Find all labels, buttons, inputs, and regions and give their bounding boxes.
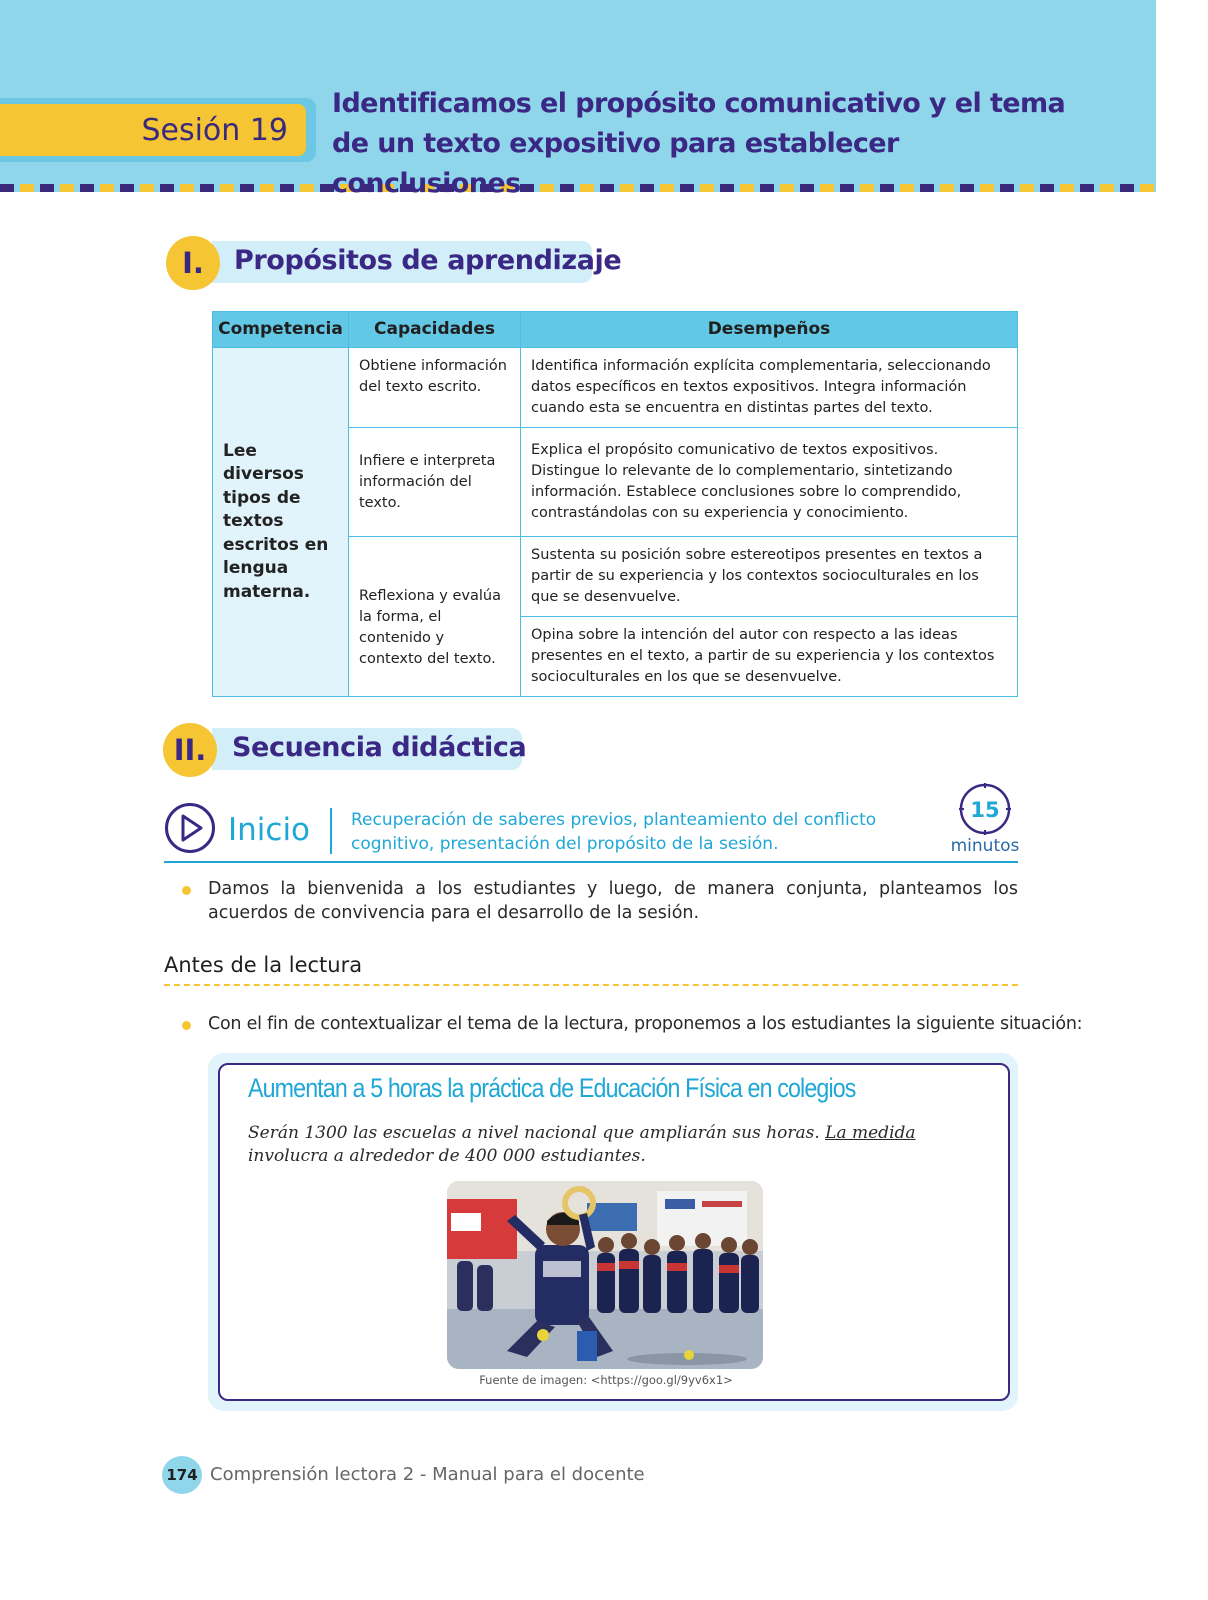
- capacidad-cell: Reflexiona y evalúa la forma, el contenido y contexto del texto.: [349, 537, 521, 697]
- news-headline: Aumentan a 5 horas la práctica de Educación Física en colegios: [248, 1073, 856, 1103]
- page-title: Identificamos el propósito comunicativo y el tema de un texto expositivo para establecer conclusiones: [332, 88, 1066, 199]
- desempeno-cell: Identifica información explícita complementaria, seleccionando datos específicos en textos expositivos. Integra información cuando esta se encuentra en distintas partes del texto.: [521, 348, 1018, 428]
- header-desempenos: Desempeños: [521, 312, 1018, 348]
- header-capacidades: Capacidades: [349, 312, 521, 348]
- section-1-numeral: I.: [166, 236, 220, 290]
- section-2-title: Secuencia didáctica: [232, 732, 527, 763]
- inicio-separator: [330, 808, 332, 854]
- table-row: [213, 348, 1018, 428]
- antes-heading: Antes de la lectura: [164, 953, 363, 977]
- timer-minutes: 15: [970, 798, 1000, 822]
- news-lead: [248, 1122, 968, 1168]
- bullet-dot: [182, 1021, 191, 1030]
- desempeno-cell: Sustenta su posición sobre estereotipos presentes en textos a partir de su experiencia y los contextos socioculturales en los que se desenvuelve.: [521, 537, 1018, 617]
- timer-unit: minutos: [950, 836, 1020, 856]
- competencia-cell: Lee diversos tipos de textos escritos en lengua materna.: [213, 348, 349, 697]
- desempeno-cell: Opina sobre la intención del autor con respecto a las ideas presentes en el texto, a partir de su experiencia y los contextos socioculturales en los que se desenvuelve.: [521, 617, 1018, 697]
- session-tab: [0, 104, 306, 156]
- inicio-description: Recuperación de saberes previos, planteamiento del conflicto cognitivo, presentación del propósito de la sesión.: [351, 810, 877, 854]
- capacidad-cell: Obtiene información del texto escrito.: [349, 348, 521, 428]
- competencies-table: [212, 311, 1018, 697]
- capacidad-cell: Infiere e interpreta información del texto.: [349, 428, 521, 537]
- bullet-dot: [182, 886, 191, 895]
- inicio-label: Inicio: [228, 812, 311, 848]
- photo-source: Fuente de imagen: <https://goo.gl/9yv6x1>: [479, 1373, 733, 1387]
- inicio-rule: [164, 861, 1018, 863]
- play-icon: [164, 802, 216, 854]
- page-number: 174: [162, 1456, 202, 1494]
- paragraph-welcome: Damos la bienvenida a los estudiantes y luego, de manera conjunta, planteamos los acuerdos de convivencia para el desarrollo de la sesión.: [208, 879, 1018, 923]
- news-lead-underlined: La medida: [825, 1123, 916, 1143]
- desempeno-cell: Explica el propósito comunicativo de textos expositivos. Distingue lo relevante de lo complementario, sintetizando información. Establece conclusiones sobre lo comprendido, contrastándolas con su experiencia y conocimiento.: [521, 428, 1018, 537]
- dashed-divider: [164, 984, 1018, 986]
- timer-icon: [958, 782, 1012, 836]
- section-1-title: Propósitos de aprendizaje: [234, 245, 622, 276]
- footer-book-title: Comprensión lectora 2 - Manual para el docente: [210, 1464, 645, 1485]
- section-2-numeral: II.: [163, 723, 217, 777]
- header-competencia: Competencia: [213, 312, 349, 348]
- news-lead-text-end: involucra a alrededor de 400 000 estudiantes.: [248, 1146, 646, 1166]
- session-label: Sesión 19: [141, 112, 288, 148]
- paragraph-context: Con el fin de contextualizar el tema de la lectura, proponemos a los estudiantes la siguiente situación:: [208, 1014, 1083, 1034]
- news-lead-text: Serán 1300 las escuelas a nivel nacional que ampliarán sus horas.: [248, 1123, 826, 1143]
- news-photo: [447, 1181, 763, 1369]
- table-header-row: [213, 312, 1018, 348]
